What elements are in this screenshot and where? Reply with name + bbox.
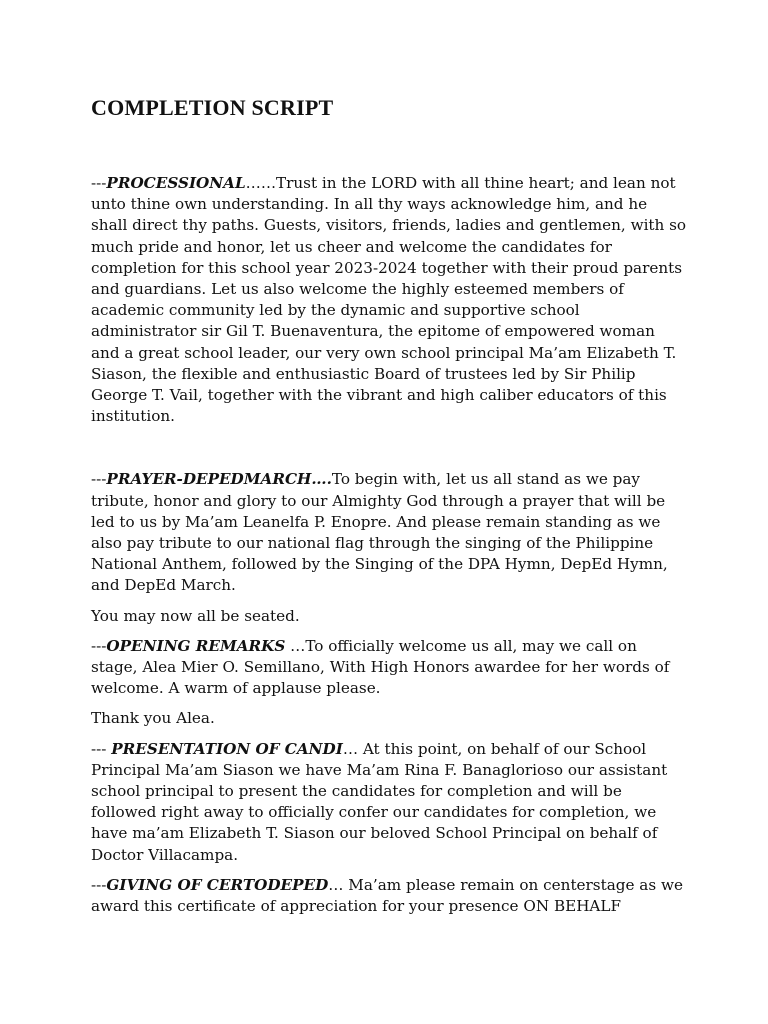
section-heading: PROCESSIONAL	[106, 174, 246, 192]
section-presentation-of-candi	[91, 739, 687, 866]
section-heading: OPENING REMARKS	[106, 636, 286, 655]
section-prefix: ---	[91, 739, 112, 758]
section-body: At this point, on behalf of our School Principal Ma’am Siason we have Ma’am Rina F. Banaglorioso our assistant school principal to present the candidates for completion and will be followed right away to officially confer our candidates for completion, we have ma’am Elizabeth T. Siason our beloved School Principal on behalf of Doctor Villacampa.	[91, 739, 668, 864]
section-prefix: ---	[91, 470, 107, 489]
section-separator: …	[328, 875, 349, 894]
section-body: To begin with, let us all stand as we pay tribute, honor and glory to our Almighty God through a prayer that will be led to us by Ma’am Leanelfa P. Enopre. And please remain standing as we also pay tribute to our national flag through the singing of the Philippine National Anthem, followed by the Singing of the DPA Hymn, DepEd Hymn, and DepEd March.	[91, 470, 668, 595]
section-giving-of-certodeped	[91, 875, 687, 917]
document-page	[91, 94, 687, 926]
section-separator: ……	[245, 174, 276, 192]
section-body: Trust in the LORD with all thine heart; and lean not unto thine own understanding. In all thy ways acknowledge him, and he shall direct thy paths. Guests, visitors, friends, ladies and gentlemen, with so much pride and honor, let us cheer and welcome the candidates for completion for this school year 2023-2024 together with their proud parents and guardians. Let us also welcome the highly esteemed members of academic community led by the dynamic and supportive school administrator sir Gil T. Buenaventura, the epitome of empowered woman and a great school leader, our very own school principal Ma’am Elizabeth T. Siason, the flexible and enthusiastic Board of trustees led by Sir Philip George T. Vail, together with the vibrant and high caliber educators of this institution.	[91, 174, 687, 426]
section-prefix: ---	[91, 174, 107, 192]
section-body: Ma’am please remain on centerstage as we award this certificate of appreciation for your presence ON BEHALF	[91, 875, 683, 916]
section-prayer-depedmarch	[91, 469, 687, 596]
seated-line: You may now all be seated.	[91, 606, 300, 625]
document-title: COMPLETION SCRIPT	[91, 95, 334, 120]
section-separator: …	[285, 636, 306, 655]
thank-you-line: Thank you Alea.	[91, 709, 215, 728]
section-body: To officially welcome us all, may we call on stage, Alea Mier O. Semillano, With High Honors awardee for her words of welcome. A warm of applause please.	[91, 636, 670, 698]
section-heading: PRAYER-DEPEDMARCH….	[106, 470, 332, 489]
section-opening-remarks	[91, 636, 687, 700]
section-separator: …	[342, 739, 363, 758]
section-heading: PRESENTATION OF CANDI	[111, 739, 343, 758]
section-prefix: ---	[91, 636, 107, 655]
section-prefix: ---	[91, 875, 107, 894]
section-processional	[91, 173, 687, 427]
section-heading: GIVING OF CERTODEPED	[106, 875, 329, 894]
